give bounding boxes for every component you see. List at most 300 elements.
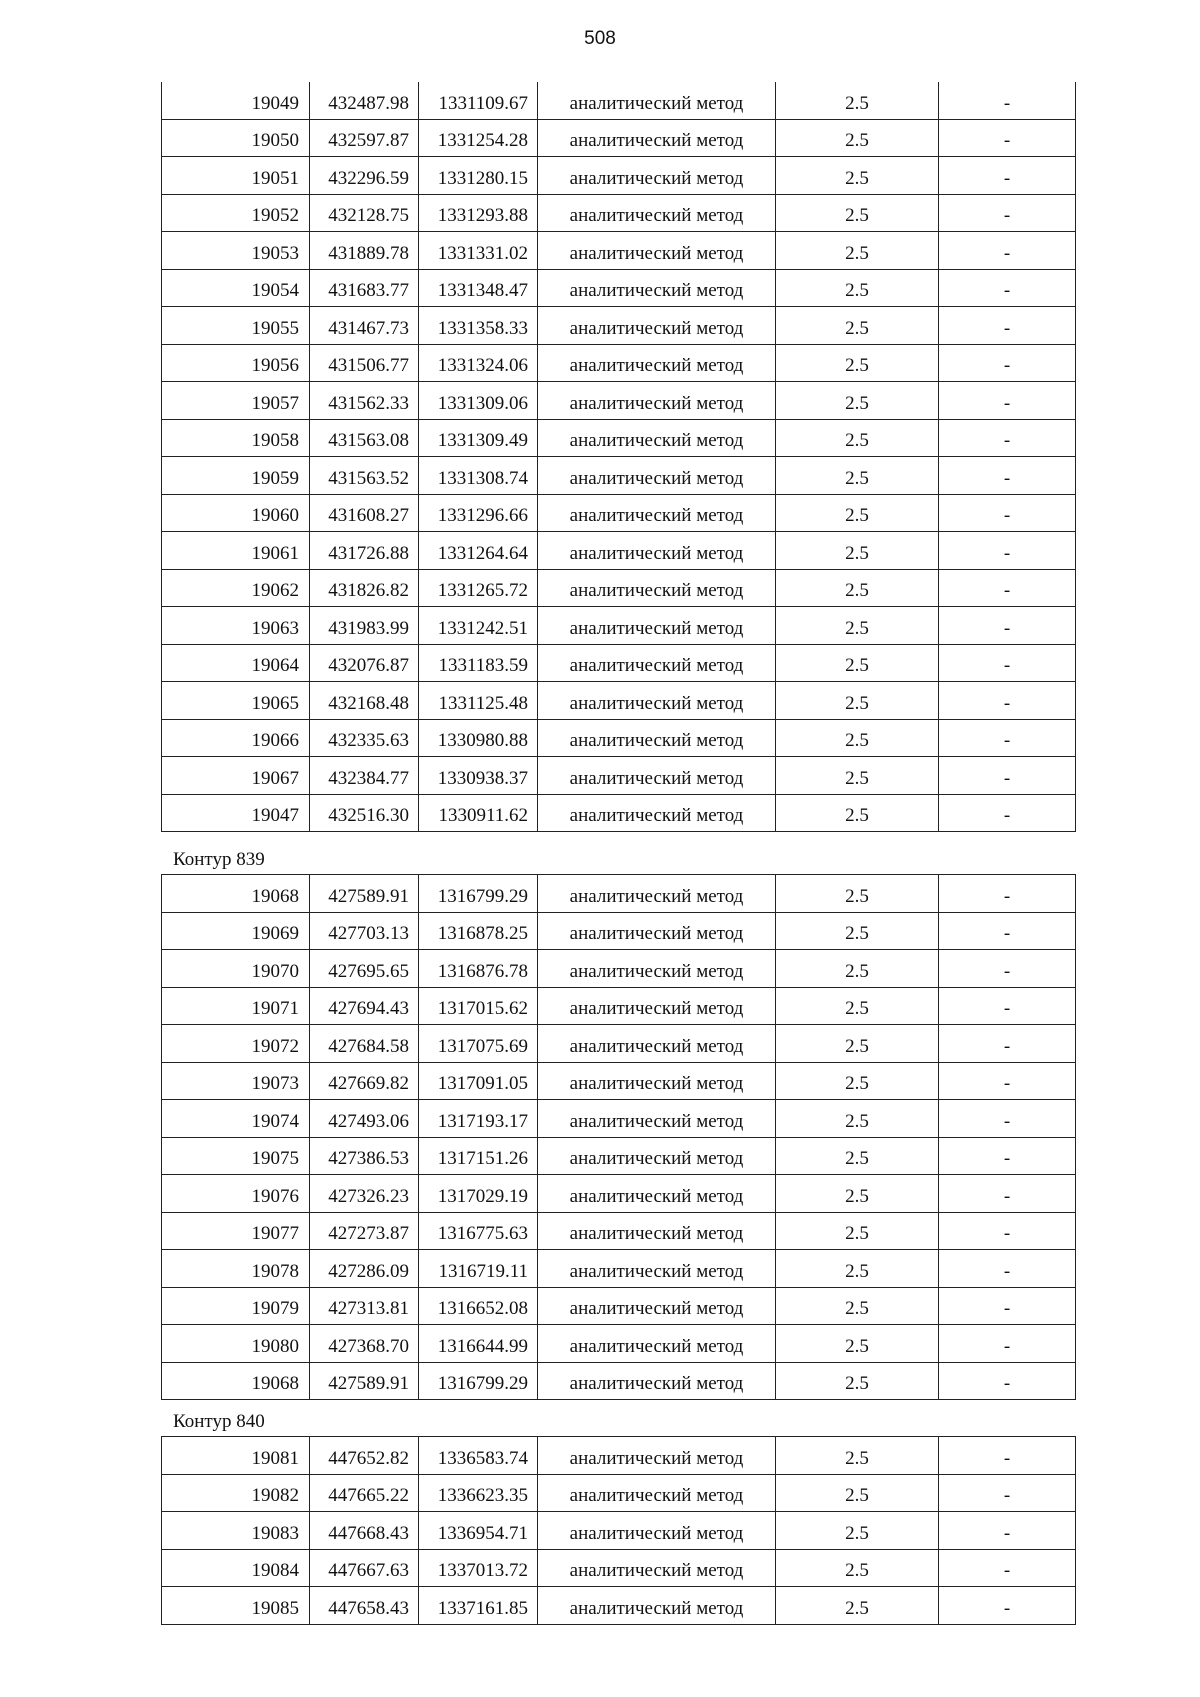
accuracy-cell <box>776 757 939 795</box>
note-value: - <box>1003 1223 1011 1244</box>
point-number-cell <box>162 912 310 950</box>
note-value: - <box>1003 542 1011 564</box>
table-row <box>162 1062 1076 1100</box>
note-value: - <box>1003 467 1011 489</box>
coordinate-y-value: 1331293.88 <box>437 205 528 226</box>
method-value: аналитический метод <box>569 1335 744 1357</box>
point-number-value: 19062 <box>251 580 299 601</box>
method-value: аналитический метод <box>569 1597 744 1619</box>
method-cell <box>538 269 776 307</box>
coordinate-y-value: 1331324.06 <box>437 355 528 376</box>
accuracy-value: 2.5 <box>845 1597 869 1619</box>
table-row <box>162 569 1076 607</box>
method-cell <box>538 1137 776 1175</box>
note-value: - <box>1003 1560 1011 1581</box>
method-cell <box>538 344 776 382</box>
coordinate-y-value: 1317015.62 <box>437 998 528 1019</box>
accuracy-cell <box>776 1212 939 1250</box>
coordinate-y-value: 1330980.88 <box>437 730 528 751</box>
method-value: аналитический метод <box>569 430 744 451</box>
coordinate-y-value: 1331242.51 <box>437 617 528 639</box>
accuracy-cell <box>776 1287 939 1325</box>
method-cell <box>538 1175 776 1213</box>
table-row <box>162 232 1076 270</box>
point-number-cell <box>162 344 310 382</box>
method-value: аналитический метод <box>569 467 744 489</box>
table-row <box>162 1362 1076 1400</box>
point-number-value: 19084 <box>251 1560 299 1581</box>
accuracy-value: 2.5 <box>845 1148 869 1169</box>
coordinate-x-value: 431683.77 <box>328 280 409 301</box>
method-value: аналитический метод <box>569 167 744 189</box>
coordinate-x-cell <box>310 1062 419 1100</box>
coordinate-x-cell <box>310 1512 419 1550</box>
coordinate-y-value: 1336623.35 <box>437 1485 528 1506</box>
coordinate-y-value: 1331331.02 <box>437 242 528 264</box>
point-number-cell <box>162 569 310 607</box>
note-cell <box>939 644 1076 682</box>
note-value: - <box>1003 242 1011 264</box>
table-row <box>162 494 1076 532</box>
note-cell <box>939 382 1076 420</box>
method-cell <box>538 532 776 570</box>
coordinate-x-cell <box>310 794 419 832</box>
method-value: аналитический метод <box>569 355 744 376</box>
accuracy-value: 2.5 <box>845 580 869 601</box>
note-value: - <box>1003 392 1011 414</box>
point-number-value: 19063 <box>251 617 299 639</box>
accuracy-cell <box>776 1175 939 1213</box>
coordinate-x-cell <box>310 1549 419 1587</box>
table-row <box>162 1175 1076 1213</box>
method-cell <box>538 457 776 495</box>
point-number-value: 19083 <box>251 1522 299 1544</box>
point-number-cell <box>162 1549 310 1587</box>
point-number-cell <box>162 1062 310 1100</box>
method-cell <box>538 987 776 1025</box>
accuracy-value: 2.5 <box>845 805 869 826</box>
coordinate-y-cell <box>419 644 538 682</box>
point-number-cell <box>162 232 310 270</box>
coordinate-y-value: 1317091.05 <box>437 1073 528 1094</box>
method-cell <box>538 1325 776 1363</box>
point-number-cell <box>162 794 310 832</box>
point-number-value: 19050 <box>251 130 299 151</box>
coordinate-x-cell <box>310 757 419 795</box>
point-number-cell <box>162 119 310 157</box>
coordinate-y-value: 1316644.99 <box>437 1335 528 1357</box>
accuracy-value: 2.5 <box>845 1335 869 1357</box>
method-cell <box>538 875 776 913</box>
note-value: - <box>1003 92 1011 114</box>
accuracy-value: 2.5 <box>845 542 869 564</box>
note-value: - <box>1003 1373 1011 1394</box>
note-cell <box>939 1287 1076 1325</box>
coordinate-x-cell <box>310 1175 419 1213</box>
accuracy-cell <box>776 307 939 345</box>
coordinate-x-value: 427368.70 <box>328 1335 409 1357</box>
coordinate-y-cell <box>419 1362 538 1400</box>
coordinate-x-cell <box>310 232 419 270</box>
accuracy-cell <box>776 1587 939 1625</box>
point-number-cell <box>162 269 310 307</box>
coordinate-x-cell <box>310 950 419 988</box>
coordinate-x-cell <box>310 1362 419 1400</box>
method-cell <box>538 1549 776 1587</box>
accuracy-cell <box>776 987 939 1025</box>
point-number-cell <box>162 1175 310 1213</box>
coordinate-y-cell <box>419 607 538 645</box>
accuracy-cell <box>776 269 939 307</box>
point-number-cell <box>162 644 310 682</box>
coordinate-x-value: 427273.87 <box>328 1223 409 1244</box>
point-number-cell <box>162 1437 310 1475</box>
coordinate-y-cell <box>419 419 538 457</box>
table-row <box>162 119 1076 157</box>
note-cell <box>939 1250 1076 1288</box>
method-cell <box>538 644 776 682</box>
method-cell <box>538 1287 776 1325</box>
method-cell <box>538 1250 776 1288</box>
note-cell <box>939 1437 1076 1475</box>
point-number-cell <box>162 987 310 1025</box>
coordinate-x-cell <box>310 607 419 645</box>
coordinates-table <box>161 82 1076 832</box>
accuracy-value: 2.5 <box>845 92 869 114</box>
note-value: - <box>1003 355 1011 376</box>
method-cell <box>538 82 776 119</box>
point-number-cell <box>162 1362 310 1400</box>
coordinate-y-cell <box>419 719 538 757</box>
method-value: аналитический метод <box>569 92 744 114</box>
accuracy-cell <box>776 344 939 382</box>
table-row <box>162 307 1076 345</box>
table-row <box>162 1587 1076 1625</box>
accuracy-value: 2.5 <box>845 1485 869 1506</box>
point-number-value: 19076 <box>251 1185 299 1207</box>
note-value: - <box>1003 167 1011 189</box>
coordinate-y-cell <box>419 1549 538 1587</box>
coordinate-y-value: 1331308.74 <box>437 467 528 489</box>
coordinate-y-value: 1330938.37 <box>437 767 528 789</box>
coordinate-x-value: 431506.77 <box>328 355 409 376</box>
coordinates-table <box>161 1436 1076 1625</box>
point-number-value: 19064 <box>251 655 299 676</box>
coordinate-y-value: 1336954.71 <box>437 1522 528 1544</box>
note-value: - <box>1003 280 1011 301</box>
accuracy-cell <box>776 1549 939 1587</box>
coordinate-x-cell <box>310 1325 419 1363</box>
coordinate-x-cell <box>310 157 419 195</box>
method-value: аналитический метод <box>569 998 744 1019</box>
coordinate-y-value: 1337161.85 <box>437 1597 528 1619</box>
method-cell <box>538 1474 776 1512</box>
point-number-value: 19067 <box>251 767 299 789</box>
coordinate-y-value: 1316878.25 <box>437 923 528 944</box>
note-cell <box>939 875 1076 913</box>
accuracy-value: 2.5 <box>845 1298 869 1319</box>
table-row <box>162 1474 1076 1512</box>
coordinate-x-value: 431983.99 <box>328 617 409 639</box>
note-cell <box>939 757 1076 795</box>
coordinate-x-cell <box>310 82 419 119</box>
table-row <box>162 1137 1076 1175</box>
note-cell <box>939 532 1076 570</box>
method-value: аналитический метод <box>569 730 744 751</box>
method-value: аналитический метод <box>569 1560 744 1581</box>
accuracy-value: 2.5 <box>845 617 869 639</box>
accuracy-cell <box>776 875 939 913</box>
coordinates-table-continued <box>161 82 1076 832</box>
table-row <box>162 419 1076 457</box>
point-number-cell <box>162 194 310 232</box>
accuracy-value: 2.5 <box>845 960 869 982</box>
contour-840-section <box>161 1400 1076 1625</box>
note-cell <box>939 1062 1076 1100</box>
note-cell <box>939 307 1076 345</box>
point-number-cell <box>162 1474 310 1512</box>
point-number-value: 19047 <box>251 805 299 826</box>
note-value: - <box>1003 1260 1011 1282</box>
accuracy-cell <box>776 419 939 457</box>
accuracy-cell <box>776 1512 939 1550</box>
method-value: аналитический метод <box>569 1522 744 1544</box>
table-row <box>162 457 1076 495</box>
coordinate-y-cell <box>419 875 538 913</box>
coordinate-y-value: 1316652.08 <box>437 1298 528 1319</box>
coordinate-x-cell <box>310 987 419 1025</box>
table-row <box>162 950 1076 988</box>
coordinate-x-value: 431889.78 <box>328 242 409 264</box>
note-cell <box>939 157 1076 195</box>
coordinate-x-cell <box>310 1100 419 1138</box>
method-cell <box>538 1512 776 1550</box>
coordinate-y-cell <box>419 1325 538 1363</box>
method-cell <box>538 607 776 645</box>
coordinate-y-value: 1331264.64 <box>437 542 528 564</box>
method-value: аналитический метод <box>569 542 744 564</box>
coordinate-y-cell <box>419 119 538 157</box>
table-row <box>162 1100 1076 1138</box>
table-row <box>162 875 1076 913</box>
accuracy-cell <box>776 912 939 950</box>
coordinate-x-value: 427326.23 <box>328 1185 409 1207</box>
point-number-cell <box>162 757 310 795</box>
point-number-cell <box>162 382 310 420</box>
accuracy-value: 2.5 <box>845 1110 869 1132</box>
coordinate-x-value: 432076.87 <box>328 655 409 676</box>
coordinate-x-cell <box>310 457 419 495</box>
table-row <box>162 1549 1076 1587</box>
accuracy-value: 2.5 <box>845 885 869 907</box>
accuracy-value: 2.5 <box>845 242 869 264</box>
note-value: - <box>1003 960 1011 982</box>
coordinate-x-cell <box>310 1437 419 1475</box>
note-value: - <box>1003 655 1011 676</box>
accuracy-value: 2.5 <box>845 467 869 489</box>
accuracy-cell <box>776 382 939 420</box>
coordinate-y-cell <box>419 1175 538 1213</box>
point-number-value: 19085 <box>251 1597 299 1619</box>
table-row <box>162 1437 1076 1475</box>
accuracy-value: 2.5 <box>845 505 869 526</box>
note-value: - <box>1003 1447 1011 1469</box>
coordinate-y-cell <box>419 1062 538 1100</box>
coordinate-y-cell <box>419 950 538 988</box>
note-value: - <box>1003 730 1011 751</box>
accuracy-value: 2.5 <box>845 355 869 376</box>
coordinate-y-value: 1331109.67 <box>438 92 528 114</box>
method-cell <box>538 1100 776 1138</box>
point-number-value: 19065 <box>251 692 299 714</box>
table-row <box>162 269 1076 307</box>
accuracy-value: 2.5 <box>845 167 869 189</box>
note-cell <box>939 457 1076 495</box>
method-value: аналитический метод <box>569 1298 744 1319</box>
note-value: - <box>1003 505 1011 526</box>
accuracy-value: 2.5 <box>845 1223 869 1244</box>
point-number-cell <box>162 682 310 720</box>
coordinate-x-cell <box>310 1137 419 1175</box>
note-value: - <box>1003 767 1011 789</box>
note-value: - <box>1003 1185 1011 1207</box>
coordinate-y-cell <box>419 1512 538 1550</box>
method-value: аналитический метод <box>569 960 744 982</box>
note-cell <box>939 82 1076 119</box>
coordinate-x-value: 447652.82 <box>328 1447 409 1469</box>
note-cell <box>939 1212 1076 1250</box>
note-cell <box>939 1474 1076 1512</box>
note-cell <box>939 569 1076 607</box>
contour-label: Контур 840 <box>173 1411 265 1432</box>
coordinate-y-cell <box>419 344 538 382</box>
note-cell <box>939 1100 1076 1138</box>
accuracy-value: 2.5 <box>845 655 869 676</box>
coordinate-y-cell <box>419 682 538 720</box>
coordinate-x-value: 427286.09 <box>328 1260 409 1282</box>
note-cell <box>939 1549 1076 1587</box>
note-value: - <box>1003 1110 1011 1132</box>
note-cell <box>939 1587 1076 1625</box>
point-number-value: 19058 <box>251 430 299 451</box>
point-number-value: 19075 <box>251 1148 299 1169</box>
accuracy-value: 2.5 <box>845 1560 869 1581</box>
coordinate-x-cell <box>310 1474 419 1512</box>
method-cell <box>538 194 776 232</box>
method-value: аналитический метод <box>569 655 744 676</box>
coordinate-x-cell <box>310 719 419 757</box>
point-number-value: 19072 <box>251 1035 299 1057</box>
accuracy-cell <box>776 119 939 157</box>
method-cell <box>538 382 776 420</box>
point-number-value: 19068 <box>251 1373 299 1394</box>
note-value: - <box>1003 1073 1011 1094</box>
method-cell <box>538 912 776 950</box>
note-cell <box>939 912 1076 950</box>
accuracy-value: 2.5 <box>845 1260 869 1282</box>
method-cell <box>538 682 776 720</box>
accuracy-cell <box>776 719 939 757</box>
accuracy-cell <box>776 682 939 720</box>
table-row <box>162 1250 1076 1288</box>
point-number-value: 19052 <box>251 205 299 226</box>
point-number-cell <box>162 875 310 913</box>
coordinate-x-cell <box>310 682 419 720</box>
method-value: аналитический метод <box>569 692 744 714</box>
coordinate-x-cell <box>310 644 419 682</box>
table-row <box>162 82 1076 119</box>
coordinate-y-value: 1337013.72 <box>437 1560 528 1581</box>
accuracy-cell <box>776 1362 939 1400</box>
method-cell <box>538 794 776 832</box>
note-cell <box>939 344 1076 382</box>
accuracy-value: 2.5 <box>845 1373 869 1394</box>
coordinate-y-value: 1317151.26 <box>437 1148 528 1169</box>
table-row <box>162 194 1076 232</box>
coordinate-y-value: 1316799.29 <box>437 1373 528 1394</box>
table-row <box>162 757 1076 795</box>
accuracy-cell <box>776 950 939 988</box>
coordinate-y-cell <box>419 457 538 495</box>
accuracy-cell <box>776 532 939 570</box>
coordinate-x-value: 427684.58 <box>328 1035 409 1057</box>
coordinate-x-value: 431726.88 <box>328 542 409 564</box>
note-cell <box>939 1175 1076 1213</box>
coordinate-y-value: 1317029.19 <box>437 1185 528 1207</box>
accuracy-cell <box>776 1100 939 1138</box>
point-number-value: 19078 <box>251 1260 299 1282</box>
coordinate-x-value: 431826.82 <box>328 580 409 601</box>
coordinate-x-cell <box>310 1212 419 1250</box>
coordinate-x-value: 431562.33 <box>328 392 409 414</box>
coordinate-y-cell <box>419 1212 538 1250</box>
method-cell <box>538 232 776 270</box>
method-cell <box>538 157 776 195</box>
coordinate-x-cell <box>310 382 419 420</box>
coordinate-y-cell <box>419 757 538 795</box>
coordinate-x-cell <box>310 569 419 607</box>
point-number-cell <box>162 82 310 119</box>
note-value: - <box>1003 692 1011 714</box>
coordinate-x-value: 427589.91 <box>328 885 409 907</box>
accuracy-cell <box>776 1474 939 1512</box>
note-value: - <box>1003 130 1011 151</box>
coordinate-x-cell <box>310 307 419 345</box>
accuracy-value: 2.5 <box>845 317 869 339</box>
method-value: аналитический метод <box>569 1035 744 1057</box>
coordinate-x-value: 432335.63 <box>328 730 409 751</box>
note-cell <box>939 1025 1076 1063</box>
method-cell <box>538 950 776 988</box>
coordinate-x-value: 427703.13 <box>328 923 409 944</box>
point-number-cell <box>162 457 310 495</box>
accuracy-value: 2.5 <box>845 1447 869 1469</box>
method-cell <box>538 307 776 345</box>
point-number-cell <box>162 1137 310 1175</box>
method-value: аналитический метод <box>569 1223 744 1244</box>
method-cell <box>538 1062 776 1100</box>
accuracy-value: 2.5 <box>845 692 869 714</box>
table-row <box>162 382 1076 420</box>
method-value: аналитический метод <box>569 580 744 601</box>
accuracy-value: 2.5 <box>845 1185 869 1207</box>
note-value: - <box>1003 1485 1011 1506</box>
table-row <box>162 607 1076 645</box>
coordinate-x-value: 431563.08 <box>328 430 409 451</box>
note-value: - <box>1003 1298 1011 1319</box>
point-number-value: 19066 <box>251 730 299 751</box>
note-value: - <box>1003 1335 1011 1357</box>
